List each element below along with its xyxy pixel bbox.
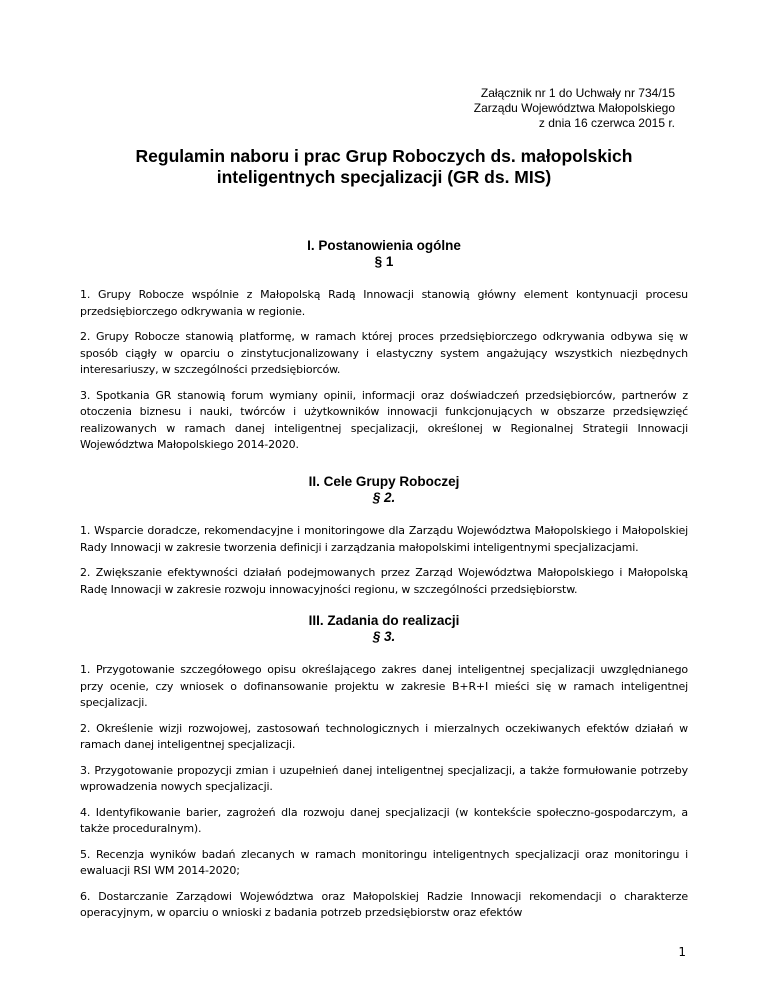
paragraph-number: § 1 <box>374 254 394 269</box>
paragraph-item: 5. Recenzja wyników badań zlecanych w ramach monitoringu inteligentnych specjalizacji oraz monitoringu i ewaluacji RSI WM 2014-2020; <box>80 847 688 877</box>
annex-note <box>474 86 675 131</box>
title-line: Regulamin naboru i prac Grup Roboczych ds. małopolskich <box>135 146 633 166</box>
document-title <box>80 146 688 188</box>
paragraph-item: 2. Grupy Robocze stanowią platformę, w ramach której proces przedsiębiorczego odkrywania odbywa się w sposób ciągły w oparciu o zinstytucjonalizowany i elastyczny system angażujący wszystkich niezbędnych interesariuszy, w szczególności przedsiębiorców. <box>80 330 688 376</box>
section-tasks <box>80 613 688 931</box>
section-title: I. Postanowienia ogólne <box>307 238 461 253</box>
title-line: inteligentnych specjalizacji (GR ds. MIS) <box>216 167 552 187</box>
page-number: 1 <box>678 945 686 959</box>
paragraph-item: 3. Spotkania GR stanowią forum wymiany opinii, informacji oraz doświadczeń przedsiębiorców, partnerów z otoczenia biznesu i nauki, twórców i użytkowników innowacji funkcjonujących w obszarze przedsięwzięć realizowanych w ramach danej inteligentnej specjalizacji, określonej w Regionalnej Strategii Innowacji Województwa Małopolskiego 2014-2020. <box>80 388 688 451</box>
section-general-provisions <box>80 238 688 463</box>
paragraph-number: § 3. <box>372 629 396 644</box>
annex-line: Zarządu Województwa Małopolskiego <box>473 101 675 115</box>
paragraph-item: 1. Przygotowanie szczegółowego opisu określającego zakres danej inteligentnej specjalizacji uwzględnianego przy ocenie, czy wniosek o dofinansowanie projektu w zakresie B+R+I mieści się w ramach inteligentnej specjalizacji. <box>80 663 688 709</box>
annex-line: Załącznik nr 1 do Uchwały nr 734/15 <box>480 86 675 100</box>
paragraph-item: 1. Grupy Robocze wspólnie z Małopolską Radą Innowacji stanowią główny element kontynuacji procesu przedsiębiorczego odkrywania w regionie. <box>80 288 688 318</box>
paragraph-item: 3. Przygotowanie propozycji zmian i uzupełnień danej inteligentnej specjalizacji, a także formułowanie potrzeby wprowadzenia nowych specjalizacji. <box>80 763 688 793</box>
paragraph-item: 1. Wsparcie doradcze, rekomendacyjne i monitoringowe dla Zarządu Województwa Małopolskiego i Małopolskiej Rady Innowacji w zakresie tworzenia definicji i zarządzania małopolskimi inteligentnymi specjalizacjami. <box>80 524 688 554</box>
section-paragraphs <box>80 523 688 598</box>
section-heading <box>80 238 688 270</box>
section-paragraphs <box>80 287 688 454</box>
paragraph-item: 2. Określenie wizji rozwojowej, zastosowań technologicznych i mierzalnych oczekiwanych efektów działań w ramach danej inteligentnej specjalizacji. <box>80 721 688 751</box>
paragraph-item: 4. Identyfikowanie barier, zagrożeń dla rozwoju danej specjalizacji (w kontekście społeczno-gospodarczym, a także proceduralnym). <box>80 805 688 835</box>
annex-line: z dnia 16 czerwca 2015 r. <box>538 116 675 130</box>
section-goals <box>80 474 688 607</box>
section-title: III. Zadania do realizacji <box>308 613 460 628</box>
section-heading <box>80 474 688 506</box>
paragraph-item: 6. Dostarczanie Zarządowi Województwa oraz Małopolskiej Radzie Innowacji rekomendacji o charakterze operacyjnym, w oparciu o wnioski z badania potrzeb przedsiębiorstw oraz efektów <box>80 889 688 919</box>
paragraph-number: § 2. <box>372 490 396 505</box>
section-heading <box>80 613 688 645</box>
paragraph-item: 2. Zwiększanie efektywności działań podejmowanych przez Zarząd Województwa Małopolskiego i Małopolską Radę Innowacji w zakresie rozwoju innowacyjności regionu, w szczególności przedsiębiorstw. <box>80 566 688 596</box>
section-title: II. Cele Grupy Roboczej <box>308 474 460 489</box>
section-paragraphs <box>80 662 688 922</box>
